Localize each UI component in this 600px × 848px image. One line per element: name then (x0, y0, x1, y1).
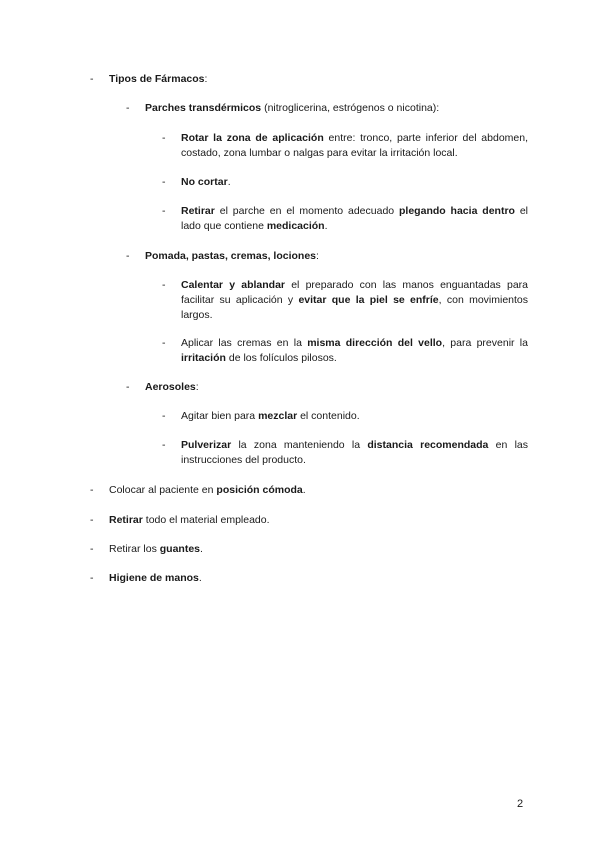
text-run: : (316, 250, 319, 262)
list-item-aplicar-cremas (162, 336, 528, 366)
bullet-dash: - (126, 250, 130, 262)
list-item-pulverizar (162, 438, 528, 468)
bullet-dash: - (90, 543, 94, 555)
text-run: . (198, 572, 202, 584)
list-item-text (109, 72, 530, 87)
bullet-dash: - (126, 102, 130, 114)
list-item-text (181, 336, 528, 366)
bold-text-run: Aerosoles (145, 381, 196, 393)
bullet-dash: - (126, 381, 130, 393)
text-run: . (200, 543, 203, 555)
bold-text-run: Tipos de Fármacos (109, 73, 205, 85)
bullet-dash: - (162, 410, 166, 422)
list-item-text (181, 278, 528, 323)
text-run: en las instrucciones del producto. (181, 439, 529, 466)
list-item-agitar (162, 409, 528, 424)
list-item-aerosoles (126, 380, 530, 395)
bullet-dash: - (162, 439, 166, 451)
list-item-pomada (126, 249, 530, 264)
list-item-retirar-guantes (90, 542, 530, 557)
text-run: . (302, 484, 306, 496)
text-run: Colocar al paciente en (109, 484, 217, 496)
bullet-dash: - (162, 337, 166, 349)
text-run: el contenido. (297, 410, 360, 422)
text-run: , para prevenir la (442, 337, 528, 349)
bold-text-run: Pomada, pastas, cremas, lociones (145, 250, 316, 262)
bullet-dash: - (162, 279, 166, 291)
bold-text-run: Parches transdérmicos (145, 102, 262, 114)
bold-text-run: irritación (181, 352, 226, 364)
bold-text-run: Retirar (181, 205, 215, 217)
bold-text-run: Higiene de manos (109, 572, 199, 584)
list-item-rotar (162, 131, 528, 161)
list-item-calentar (162, 278, 528, 323)
bold-text-run: mezclar (258, 410, 298, 422)
bold-text-run: misma dirección del vello (307, 337, 443, 349)
text-run: , con movimientos largos. (181, 294, 529, 321)
text-run: la zona manteniendo la (231, 439, 368, 451)
list-item-parches (126, 101, 530, 116)
text-run: Agitar bien para (181, 410, 259, 422)
list-item-text (181, 131, 528, 161)
list-item-text (181, 438, 528, 468)
bold-text-run: No cortar (181, 176, 228, 188)
bold-text-run: plegando hacia dentro (399, 205, 515, 217)
bullet-dash: - (90, 73, 94, 85)
text-run: de los folículos pilosos. (225, 352, 337, 364)
list-item-text (145, 101, 530, 116)
list-item-text (109, 542, 530, 557)
text-run: : (204, 73, 208, 85)
text-run: Retirar los (109, 543, 160, 555)
text-run: el preparado con las manos enguantadas para facilitar su aplicación y (181, 279, 529, 306)
bold-text-run: Pulverizar (181, 439, 232, 451)
list-item-text (181, 409, 528, 424)
bullet-dash: - (90, 572, 94, 584)
list-item-text (109, 513, 530, 528)
list-item-higiene (90, 571, 530, 586)
text-run: . (227, 176, 231, 188)
bold-text-run: evitar que la piel se enfríe (298, 294, 439, 306)
list-item-text (145, 249, 530, 264)
list-item-text (181, 204, 528, 234)
list-item-no-cortar (162, 175, 528, 190)
text-run: el parche en el momento adecuado (214, 205, 400, 217)
bullet-dash: - (90, 484, 94, 496)
bold-text-run: Retirar (109, 514, 143, 526)
list-item-retirar-parche (162, 204, 528, 234)
text-run: (nitroglicerina, estrógenos o nicotina): (261, 102, 440, 114)
text-run: entre: tronco, parte inferior del abdomen, costado, zona lumbar o nalgas para evitar la irritación local. (181, 132, 528, 159)
bold-text-run: Rotar la zona de aplicación (181, 132, 324, 144)
bullet-dash: - (90, 514, 94, 526)
list-item-text (181, 175, 528, 190)
list-item-text (109, 571, 530, 586)
bold-text-run: Calentar y ablandar (181, 279, 286, 291)
text-run: : (195, 381, 199, 393)
list-item-colocar (90, 483, 530, 498)
bold-text-run: distancia recomendada (367, 439, 489, 451)
page-number: 2 (517, 798, 524, 810)
list-item-tipos-farmacos (90, 72, 530, 87)
bullet-dash: - (162, 176, 166, 188)
list-item-retirar-material (90, 513, 530, 528)
list-item-text (145, 380, 530, 395)
bullet-dash: - (162, 205, 166, 217)
text-run: todo el material empleado. (142, 514, 270, 526)
bold-text-run: medicación (266, 220, 325, 232)
bold-text-run: guantes (159, 543, 201, 555)
text-run: el lado que contiene (181, 205, 529, 232)
bold-text-run: posición cómoda (216, 484, 303, 496)
text-run: . (324, 220, 328, 232)
text-run: Aplicar las cremas en la (181, 337, 308, 349)
list-item-text (109, 483, 530, 498)
bullet-dash: - (162, 132, 166, 144)
